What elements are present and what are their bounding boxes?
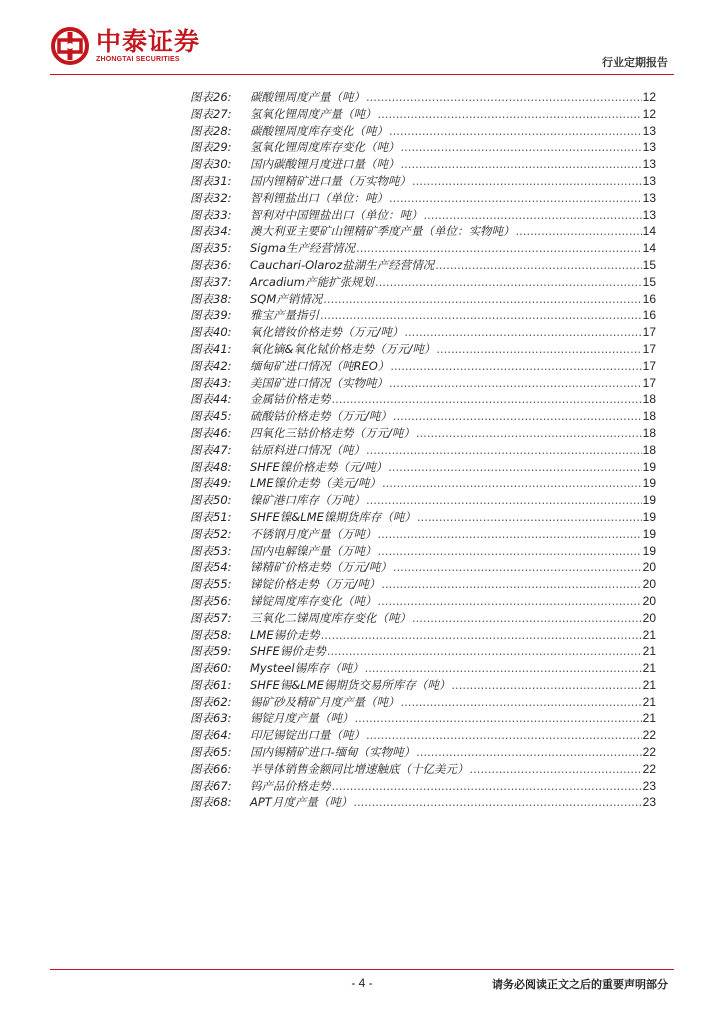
- toc-entry[interactable]: [190, 526, 656, 543]
- figure-page-number: 20: [642, 593, 656, 608]
- figure-page-number: 21: [642, 711, 656, 726]
- figure-page-number: 18: [642, 392, 656, 407]
- figure-number: 图表30:: [190, 157, 232, 172]
- figure-title: Cauchari-Olaroz盐湖生产经营情况: [250, 257, 435, 272]
- figure-page-number: 23: [642, 795, 656, 810]
- figure-page-number: 19: [642, 526, 656, 541]
- toc-entry[interactable]: [190, 778, 656, 795]
- figure-page-number: 21: [642, 677, 656, 692]
- report-type-label: 行业定期报告: [602, 56, 668, 69]
- toc-entry[interactable]: [190, 593, 656, 610]
- figure-number: 图表34:: [190, 224, 232, 239]
- toc-entry[interactable]: [190, 794, 656, 811]
- figure-title: 智利对中国锂盐出口（单位：吨）: [250, 207, 423, 222]
- dot-leader: [381, 577, 641, 591]
- figure-page-number: 22: [642, 728, 656, 743]
- figure-number: 图表64:: [190, 728, 232, 743]
- figure-number: 图表50:: [190, 493, 232, 508]
- dot-leader: [375, 275, 642, 289]
- figure-page-number: 12: [642, 90, 656, 104]
- figure-title: 国内锂精矿进口量（万实物吨）: [250, 173, 411, 188]
- figure-title: LME锡价走势: [250, 627, 320, 642]
- figure-number: 图表51:: [190, 509, 232, 524]
- dot-leader: [404, 325, 641, 339]
- figure-page-number: 19: [642, 509, 656, 524]
- figure-number: 图表44:: [190, 392, 232, 407]
- figure-title: 锑精矿价格走势（万元/吨）: [250, 560, 392, 575]
- logo-english-name: ZHONGTAI SECURITIES: [96, 56, 180, 63]
- dot-leader: [390, 359, 641, 373]
- figure-page-number: 12: [642, 106, 656, 121]
- dot-leader: [436, 342, 641, 356]
- dot-leader: [451, 678, 641, 692]
- figure-number: 图表65:: [190, 745, 232, 760]
- figure-page-number: 19: [642, 476, 656, 491]
- figure-number: 图表60:: [190, 661, 232, 676]
- figure-page-number: 14: [642, 241, 656, 256]
- toc-entry[interactable]: [190, 475, 656, 492]
- toc-entry[interactable]: [190, 341, 656, 358]
- toc-entry[interactable]: [190, 509, 656, 526]
- figure-page-number: 21: [642, 644, 656, 659]
- figure-number: 图表41:: [190, 341, 232, 356]
- figure-number: 图表40:: [190, 325, 232, 340]
- dot-leader: [353, 795, 641, 809]
- logo-chinese-name: 中泰证券: [96, 27, 201, 56]
- figure-page-number: 22: [642, 745, 656, 760]
- figure-title: Sigma生产经营情况: [250, 241, 356, 256]
- dot-leader: [393, 409, 642, 423]
- figure-page-number: 15: [642, 257, 656, 272]
- dot-leader: [366, 90, 642, 104]
- toc-entry[interactable]: [190, 291, 656, 308]
- toc-entry[interactable]: [190, 694, 656, 711]
- figure-title: 金属钴价格走势: [250, 392, 331, 407]
- figure-number: 图表53:: [190, 543, 232, 558]
- figure-title: 锡矿砂及精矿月度产量（吨）: [250, 694, 400, 709]
- figure-number: 图表31:: [190, 173, 232, 188]
- figure-number: 图表29:: [190, 140, 232, 155]
- figure-page-number: 17: [642, 358, 656, 373]
- toc-entry[interactable]: [190, 307, 656, 324]
- figure-title: SQM产销情况: [250, 291, 323, 306]
- figure-page-number: 17: [642, 375, 656, 390]
- figure-title: Mysteel锡库存（吨）: [250, 661, 364, 676]
- figure-title: Arcadium产能扩张规划: [250, 274, 374, 289]
- dot-leader: [435, 258, 641, 272]
- toc-entry[interactable]: [190, 240, 656, 257]
- dot-leader: [388, 460, 641, 474]
- figure-page-number: 16: [642, 308, 656, 323]
- figure-page-number: 13: [642, 173, 656, 188]
- figure-page-number: 17: [642, 325, 656, 340]
- dot-leader: [378, 594, 642, 608]
- figure-title: SHFE锡价走势: [250, 644, 326, 659]
- figure-number: 图表39:: [190, 308, 232, 323]
- figure-number: 图表55:: [190, 577, 232, 592]
- dot-leader: [401, 157, 642, 171]
- dot-leader: [332, 779, 642, 793]
- toc-entry[interactable]: [190, 559, 656, 576]
- toc-entry[interactable]: [190, 324, 656, 341]
- toc-entry[interactable]: [190, 173, 656, 190]
- figure-title: 国内电解镍产量（万吨）: [250, 543, 377, 558]
- figure-page-number: 18: [642, 425, 656, 440]
- toc-entry[interactable]: [190, 744, 656, 761]
- figure-title: 氧化镨钕价格走势（万元/吨）: [250, 325, 404, 340]
- header-divider: [50, 74, 674, 75]
- dot-leader: [320, 308, 642, 322]
- figure-page-number: 20: [642, 560, 656, 575]
- figure-title: 氢氧化锂周度产量（吨）: [250, 106, 377, 121]
- figure-number: 图表28:: [190, 123, 232, 138]
- figure-title: SHFE镍&LME镍期货库存（吨）: [250, 509, 416, 524]
- dot-leader: [321, 628, 642, 642]
- figure-number: 图表27:: [190, 106, 232, 121]
- dot-leader: [412, 611, 642, 625]
- figure-title: 钨产品价格走势: [250, 778, 331, 793]
- figure-page-number: 20: [642, 577, 656, 592]
- figure-number: 图表38:: [190, 291, 232, 306]
- dot-leader: [332, 392, 642, 406]
- dot-leader: [365, 661, 642, 675]
- figure-title: 缅甸矿进口情况（吨REO）: [250, 358, 390, 373]
- figure-number: 图表63:: [190, 711, 232, 726]
- dot-leader: [323, 292, 641, 306]
- toc-entry[interactable]: [190, 274, 656, 291]
- dot-leader: [412, 174, 642, 188]
- dot-leader: [389, 376, 642, 390]
- figure-title: 镍矿港口库存（万吨）: [250, 493, 365, 508]
- dot-leader: [401, 140, 642, 154]
- figure-title: 国内锡精矿进口-缅甸（实物吨）: [250, 745, 416, 760]
- dot-leader: [356, 241, 642, 255]
- dot-leader: [378, 527, 642, 541]
- toc-entry[interactable]: [190, 207, 656, 224]
- figure-number: 图表61:: [190, 677, 232, 692]
- toc-entry[interactable]: [190, 610, 656, 627]
- dot-leader: [393, 560, 642, 574]
- figure-page-number: 18: [642, 409, 656, 424]
- figure-page-number: 21: [642, 627, 656, 642]
- toc-entry[interactable]: [190, 358, 656, 375]
- toc-entry[interactable]: [190, 106, 656, 123]
- figure-page-number: 19: [642, 543, 656, 558]
- figure-number: 图表59:: [190, 644, 232, 659]
- figure-page-number: 22: [642, 761, 656, 776]
- dot-leader: [416, 745, 641, 759]
- toc-entry[interactable]: [190, 459, 656, 476]
- dot-leader: [378, 544, 642, 558]
- figure-number: 图表42:: [190, 358, 232, 373]
- figure-title: 半导体销售金额同比增速触底（十亿美元）: [250, 761, 469, 776]
- page-number: - 4 -: [351, 976, 373, 990]
- dot-leader: [416, 426, 642, 440]
- figure-number: 图表37:: [190, 274, 232, 289]
- figure-number: 图表47:: [190, 442, 232, 457]
- toc-entry[interactable]: [190, 660, 656, 677]
- figure-title: LME镍价走势（美元/吨）: [250, 476, 381, 491]
- figure-title: 澳大利亚主要矿山锂精矿季度产量（单位：实物吨）: [250, 224, 515, 239]
- figure-number: 图表67:: [190, 778, 232, 793]
- figure-number: 图表36:: [190, 257, 232, 272]
- toc-entry[interactable]: [190, 375, 656, 392]
- toc-entry[interactable]: [190, 257, 656, 274]
- figure-number: 图表52:: [190, 526, 232, 541]
- dot-leader: [417, 510, 642, 524]
- figure-title: 氧化镝&氧化铽价格走势（万元/吨）: [250, 341, 436, 356]
- figure-title: 氢氧化锂周度库存变化（吨）: [250, 140, 400, 155]
- dot-leader: [470, 762, 642, 776]
- figure-title: 硫酸钴价格走势（万元/吨）: [250, 409, 392, 424]
- figure-page-number: 15: [642, 274, 656, 289]
- figure-number: 图表56:: [190, 593, 232, 608]
- figure-page-number: 14: [642, 224, 656, 239]
- figure-title: 雅宝产量指引: [250, 308, 319, 323]
- toc-entry[interactable]: [190, 710, 656, 727]
- figure-number: 图表43:: [190, 375, 232, 390]
- dot-leader: [401, 695, 642, 709]
- toc-entry[interactable]: [190, 677, 656, 694]
- figure-number: 图表68:: [190, 795, 232, 810]
- figure-number: 图表32:: [190, 190, 232, 205]
- figure-number: 图表57:: [190, 610, 232, 625]
- figure-title: 四氧化三钴价格走势（万元/吨）: [250, 425, 415, 440]
- figure-number: 图表46:: [190, 425, 232, 440]
- toc-entry[interactable]: [190, 408, 656, 425]
- figure-page-number: 13: [642, 157, 656, 172]
- figure-title: 国内碳酸锂月度进口量（吨）: [250, 157, 400, 172]
- figure-title: 碳酸锂周度库存变化（吨）: [250, 123, 388, 138]
- toc-entry[interactable]: [190, 576, 656, 593]
- figure-number: 图表35:: [190, 241, 232, 256]
- figure-number: 图表26:: [190, 90, 232, 104]
- toc-entry[interactable]: [190, 442, 656, 459]
- dot-leader: [355, 711, 642, 725]
- toc-entry[interactable]: [190, 425, 656, 442]
- figure-title: SHFE锡&LME锡期货交易所库存（吨）: [250, 677, 451, 692]
- company-logo: [50, 26, 200, 66]
- figure-title: 碳酸锂周度产量（吨）: [250, 90, 365, 104]
- figure-page-number: 13: [642, 190, 656, 205]
- figure-title: APT月度产量（吨）: [250, 795, 353, 810]
- figure-index-list: [190, 89, 656, 811]
- figure-title: 三氧化二锑周度库存变化（吨）: [250, 610, 411, 625]
- figure-title: 钴原料进口情况（吨）: [250, 442, 365, 457]
- figure-page-number: 23: [642, 778, 656, 793]
- figure-number: 图表62:: [190, 694, 232, 709]
- figure-page-number: 18: [642, 442, 656, 457]
- dot-leader: [378, 107, 642, 121]
- figure-page-number: 13: [642, 140, 656, 155]
- toc-entry[interactable]: [190, 727, 656, 744]
- figure-page-number: 17: [642, 341, 656, 356]
- toc-entry[interactable]: [190, 190, 656, 207]
- figure-page-number: 16: [642, 291, 656, 306]
- dot-leader: [389, 191, 642, 205]
- figure-number: 图表66:: [190, 761, 232, 776]
- footer-divider: [50, 969, 674, 970]
- figure-title: 不锈钢月度产量（万吨）: [250, 526, 377, 541]
- figure-page-number: 19: [642, 459, 656, 474]
- dot-leader: [389, 124, 642, 138]
- figure-number: 图表49:: [190, 476, 232, 491]
- dot-leader: [366, 443, 642, 457]
- figure-page-number: 21: [642, 661, 656, 676]
- dot-leader: [366, 493, 642, 507]
- dot-leader: [516, 224, 642, 238]
- figure-page-number: 19: [642, 493, 656, 508]
- figure-page-number: 20: [642, 610, 656, 625]
- toc-entry[interactable]: [190, 123, 656, 140]
- toc-entry[interactable]: [190, 89, 656, 106]
- figure-title: 锑锭周度库存变化（吨）: [250, 593, 377, 608]
- figure-title: 美国矿进口情况（实物吨）: [250, 375, 388, 390]
- dot-leader: [382, 476, 642, 490]
- toc-entry[interactable]: [190, 492, 656, 509]
- dot-leader: [327, 644, 642, 658]
- toc-entry[interactable]: [190, 643, 656, 660]
- figure-title: 印尼锡锭出口量（吨）: [250, 728, 365, 743]
- figure-number: 图表48:: [190, 459, 232, 474]
- zhongtai-logo-icon: [50, 26, 90, 66]
- toc-entry[interactable]: [190, 139, 656, 156]
- toc-entry[interactable]: [190, 761, 656, 778]
- toc-entry[interactable]: [190, 156, 656, 173]
- figure-number: 图表58:: [190, 627, 232, 642]
- disclaimer-text: 请务必阅读正文之后的重要声明部分: [492, 978, 668, 991]
- toc-entry[interactable]: [190, 627, 656, 644]
- toc-entry[interactable]: [190, 223, 656, 240]
- figure-number: 图表45:: [190, 409, 232, 424]
- figure-title: 锡锭月度产量（吨）: [250, 711, 354, 726]
- figure-page-number: 13: [642, 123, 656, 138]
- dot-leader: [424, 208, 642, 222]
- figure-number: 图表33:: [190, 207, 232, 222]
- figure-number: 图表54:: [190, 560, 232, 575]
- figure-page-number: 13: [642, 207, 656, 222]
- figure-title: 锑锭价格走势（万元/吨）: [250, 577, 381, 592]
- figure-title: 智利锂盐出口（单位：吨）: [250, 190, 388, 205]
- toc-entry[interactable]: [190, 543, 656, 560]
- dot-leader: [366, 728, 642, 742]
- toc-entry[interactable]: [190, 391, 656, 408]
- page-header: [0, 0, 724, 82]
- figure-page-number: 21: [642, 694, 656, 709]
- figure-title: SHFE镍价格走势（元/吨）: [250, 459, 388, 474]
